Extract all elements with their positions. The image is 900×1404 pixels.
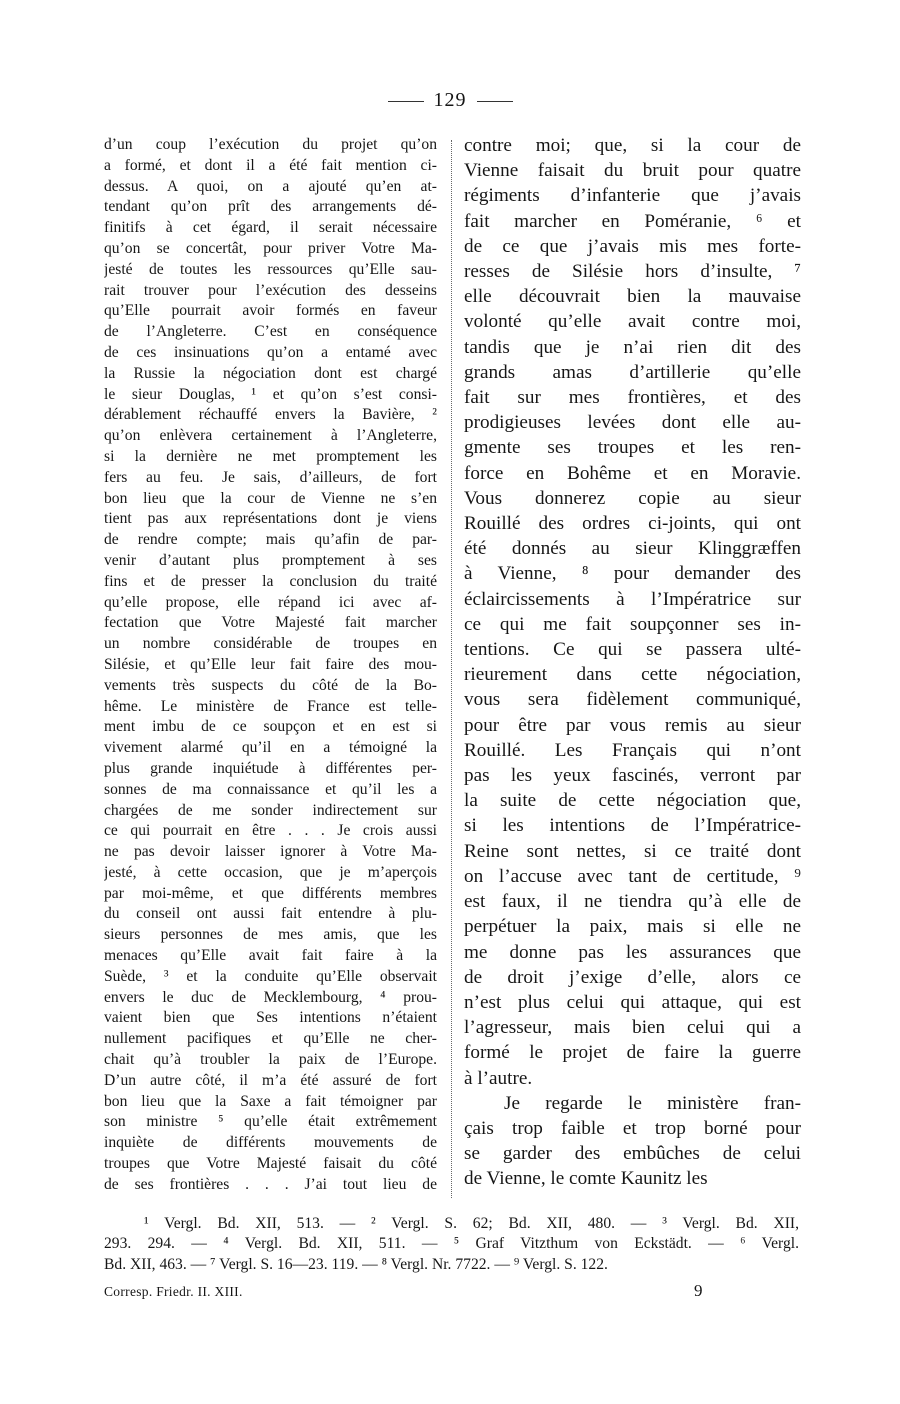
right-column-line: force en Bohême et en Moravie. (464, 462, 801, 484)
right-column-line: grands amas d’artillerie qu’elle (464, 361, 801, 383)
right-column-line: gmente ses troupes et les ren- (464, 437, 801, 459)
right-column-line: me donne pas les assurances que (464, 941, 801, 963)
right-column-line: contre moi; que, si la cour de (464, 135, 801, 156)
right-column-line: formé le projet de faire la guerre (464, 1042, 801, 1064)
left-column-line: un nombre considérable de troupes en (104, 635, 437, 653)
page-header (0, 86, 900, 114)
left-column-line: D’un autre côté, il m’a été assuré de fort (104, 1071, 437, 1089)
right-column-line: Vous donnerez copie au sieur (464, 487, 801, 509)
left-column-line: ment imbu de ce soupçon et en est si (104, 718, 437, 736)
right-column-line: n’est plus celui qui attaque, qui est (464, 991, 801, 1013)
right-column-line: ce qui me fait soupçonner ses in- (464, 613, 801, 635)
right-column-line: pas les yeux fascinés, verront par (464, 765, 801, 787)
right-column-line: tentions. Ce qui se passera ulté- (464, 639, 801, 661)
left-column-line: envers le duc de Mecklembourg, ⁴ prou- (104, 988, 437, 1006)
right-column-line: resses de Silésie hors d’insulte, ⁷ (464, 261, 801, 283)
left-column-line: de ses frontières . . . J’ai tout lieu de (104, 1175, 437, 1193)
right-column-line: éclaircissements à l’Impératrice sur (464, 588, 801, 610)
column-divider (451, 140, 452, 1198)
left-column-line: chargées de me sonder indirectement sur (104, 801, 437, 819)
right-column-line: Je regarde le ministère fran- (504, 1092, 801, 1114)
left-column-line: le sieur Douglas, ¹ et qu’on s’est consi- (104, 385, 437, 403)
left-column-line: sonnes de ma connaissance et qu’il les a (104, 780, 437, 798)
left-column-text (104, 135, 437, 1196)
right-column-line: la suite de cette négociation que, (464, 790, 801, 812)
left-column-line: Suède, ³ et la conduite qu’Elle observait (104, 967, 437, 985)
left-column-line: rait trouver pour l’exécution des desseins (104, 281, 437, 299)
left-column-line: de ces insinuations qu’on a entamé avec (104, 343, 437, 361)
left-column-line: nullement pacifiques et qu’Elle ne cher- (104, 1030, 437, 1048)
footnote-line: ¹ Vergl. Bd. XII, 513. — ² Vergl. S. 62; Bd. XII, 480. — ³ Vergl. Bd. XII, (144, 1215, 799, 1232)
right-column-line: à l’autre. (464, 1067, 533, 1089)
left-column-line: fectation que Votre Majesté fait marcher (104, 614, 437, 632)
right-column-line: de droit j’exige d’elle, alors ce (464, 966, 801, 988)
left-column-line: bon lieu que la cour de Vienne ne s’en (104, 489, 437, 507)
right-column-line: tandis que je n’ai rien dit des (464, 336, 801, 358)
left-column-line: venir d’autant plus promptement à ses (104, 551, 437, 569)
left-column-line: de l’Angleterre. C’est en conséquence (104, 323, 437, 341)
right-column-line: si les intentions de l’Impératrice- (464, 815, 801, 837)
left-column-line: dessus. A quoi, on a ajouté qu’en at- (104, 177, 437, 195)
right-column-line: pour être par vous remis au sieur (464, 714, 801, 736)
right-column-line: rieurement dans cette négociation, (464, 664, 801, 686)
left-column-line: tendant qu’on prît des arrangements dé- (104, 198, 437, 216)
right-column-line: est faux, il ne tiendra qu’à elle de (464, 891, 801, 913)
right-column-line: perpétuer la paix, mais si elle ne (464, 916, 801, 938)
left-column-line: fins et de presser la conclusion du traité (104, 572, 437, 590)
right-column-line: se garder des embûches de celui (464, 1143, 801, 1165)
right-column-line: à Vienne, ⁸ pour demander des (464, 563, 801, 585)
right-column-line: elle découvrait bien la mauvaise (464, 286, 801, 308)
right-column-line: de ce que j’avais mis mes forte- (464, 235, 801, 257)
right-column-line: l’agresseur, mais bien celui qui a (464, 1017, 801, 1039)
footnote-line: Bd. XII, 463. — ⁷ Vergl. S. 16—23. 119. — ⁸ Vergl. Nr. 7722. — ⁹ Vergl. S. 122. (104, 1255, 608, 1273)
left-column-line: chait qu’à troubler la paix de l’Europe. (104, 1051, 437, 1069)
footnote-line: 293. 294. — ⁴ Vergl. Bd. XII, 511. — ⁵ Graf Vitzthum von Eckstädt. — ⁶ Vergl. (104, 1235, 799, 1253)
left-column-line: troupes que Votre Majesté faisait du côté (104, 1155, 437, 1173)
left-column-line: vements très suspects du côté de la Bo- (104, 676, 437, 694)
left-column-line: ce qui pourrait en être . . . Je crois aussi (104, 822, 437, 840)
right-column-line: Vienne faisait du bruit pour quatre (464, 160, 801, 182)
right-column-text (464, 133, 801, 1192)
left-column-line: menaces qu’Elle avait fait faire à la (104, 947, 437, 965)
left-column-line: jesté, à cette occasion, que je m’aperçois (104, 863, 437, 881)
left-column-line: fers au feu. Je sais, d’ailleurs, de fort (104, 468, 437, 486)
signature-number: 9 (694, 1281, 703, 1300)
left-column-line: finitifs à cet égard, il serait nécessaire (104, 219, 437, 237)
left-column-line: qu’elle propose, elle répand ici avec af- (104, 593, 437, 611)
left-column-line: d’un coup l’exécution du projet qu’on (104, 136, 437, 153)
right-column-line: vous sera fidèlement communiqué, (464, 689, 801, 711)
left-column-line: son ministre ⁵ qu’elle était extrêmement (104, 1113, 437, 1131)
left-column-line: inquiète de différents mouvements de (104, 1134, 437, 1152)
left-column-line: dérablement réchauffé envers la Bavière, ² (104, 406, 437, 424)
right-column-line: on l’accuse avec tant de certitude, ⁹ (464, 865, 801, 887)
left-column-line: par moi-même, et que différents membres (104, 884, 437, 902)
header-dash-right (477, 101, 513, 102)
left-column-line: sieurs personnes de mes amis, que les (104, 926, 437, 944)
left-column-line: qu’Elle pourrait avoir formés en faveur (104, 302, 437, 320)
left-column-line: qu’on se concertât, pour priver Votre Ma- (104, 239, 437, 257)
left-column-line: du conseil ont aussi fait entendre à plu- (104, 905, 437, 923)
volume-reference: Corresp. Friedr. II. XIII. (104, 1284, 243, 1299)
left-column-line: qu’on enlèvera certainement à l’Angleterre, (104, 427, 437, 445)
right-column-line: çais trop faible et trop borné pour (464, 1117, 801, 1139)
left-column-line: vaient bien que Ses intentions n’étaient (104, 1009, 437, 1027)
left-column-line: ne pas devoir laisser ignorer à Votre Ma- (104, 843, 437, 861)
left-column-line: jesté de toutes les ressources qu’Elle sau- (104, 260, 437, 278)
page-number: 129 (433, 89, 467, 111)
left-column-line: a formé, et dont il a été fait mention ci- (104, 156, 437, 174)
right-column-line: Rouillé des ordres ci-joints, qui ont (464, 513, 801, 535)
left-column-line: plus grande inquiétude à différentes per- (104, 759, 437, 777)
right-column-line: volonté qu’elle avait contre moi, (464, 311, 801, 333)
left-column-line: vivement alarmé qu’il en a témoigné la (104, 739, 437, 757)
left-column-line: tient pas aux représentations dont je viens (104, 510, 437, 528)
left-column-line: bon lieu que la Saxe a fait témoigner par (104, 1092, 437, 1110)
left-column-line: si la dernière ne met promptement les (104, 447, 437, 465)
left-column-line: hême. Le ministère de France est telle- (104, 697, 437, 715)
right-column-line: prodigieuses levées dont elle au- (464, 412, 801, 434)
right-column-line: régiments d’infanterie que j’avais (464, 185, 801, 207)
right-column-line: été donnés au sieur Klinggræffen (464, 538, 801, 560)
right-column-line: Rouillé. Les Français qui n’ont (464, 739, 801, 761)
right-column-line: Reine sont nettes, si ce traité dont (464, 840, 801, 862)
right-column-line: fait sur mes frontières, et des (464, 387, 801, 409)
left-column-line: la Russie la négociation dont est chargé (104, 364, 437, 382)
left-column-line: de rendre compte; mais qu’afin de par- (104, 531, 437, 549)
header-dash-left (388, 101, 424, 102)
left-column-line: Silésie, et qu’Elle leur fait faire des mou- (104, 655, 437, 673)
right-column-line: de Vienne, le comte Kaunitz les (464, 1168, 708, 1190)
footnotes (104, 1214, 799, 1275)
right-column-line: fait marcher en Poméranie, ⁶ et (464, 210, 801, 232)
